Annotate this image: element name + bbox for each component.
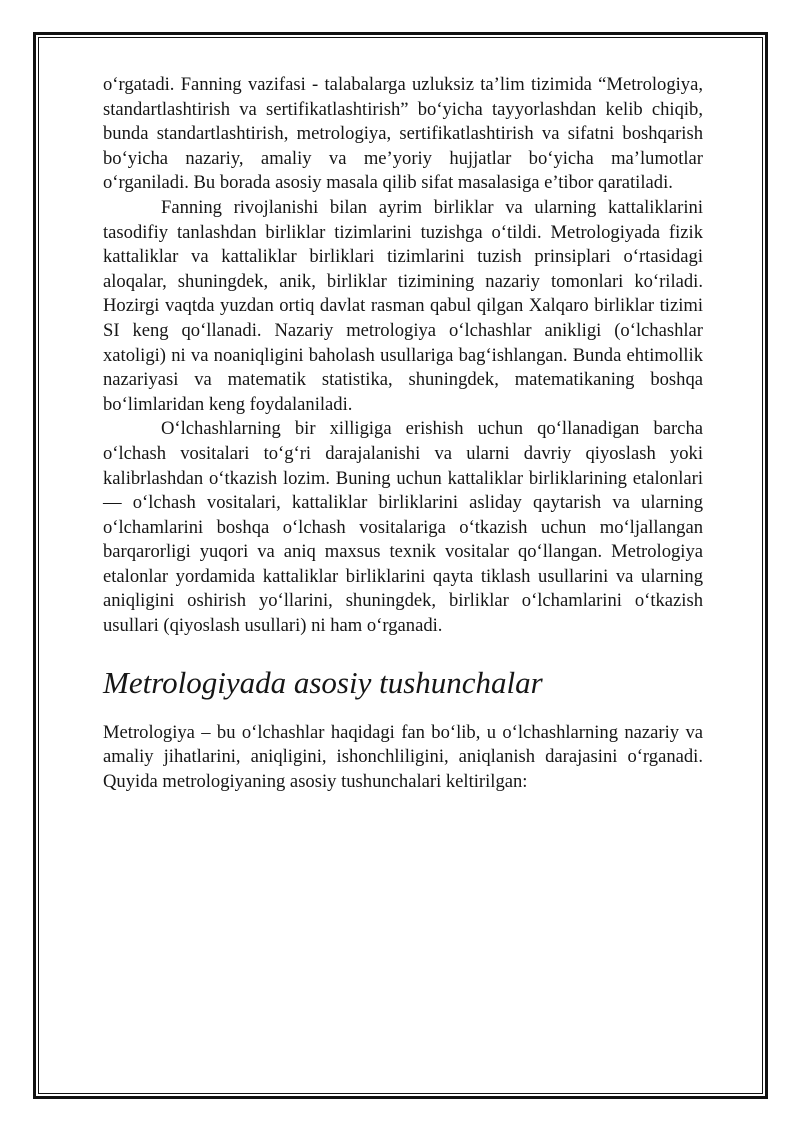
paragraph-definition: Metrologiya – bu o‘lchashlar haqidagi fan bo‘lib, u o‘lchashlarning nazariy va amaliy jihatlarini, aniqligini, ishonchliligini, aniqlanish darajasini o‘rganadi. Quyida metrologiyaning asosiy tushunchalari keltirilgan: (103, 721, 703, 792)
paragraph-intro: o‘rgatadi. Fanning vazifasi - talabalarga uzluksiz ta’lim tizimida “Metrologiya, standartlashtirish va sertifikatlashtirish” bo‘yicha tayyorlashdan kelib chiqib, bunda standartlashtirish, metrologiya, sertifikatlashtirish va sifatni boshqarish bo‘yicha nazariy, amaliy va me’yoriy hujjatlar bo‘yicha ma’lumotlar o‘rganiladi. Bu borada asosiy masala qilib sifat masalasiga e’tibor qaratiladi. (103, 74, 703, 194)
paragraph-development: Fanning rivojlanishi bilan ayrim birliklar va ularning kattaliklarini tasodifiy tanlashdan birliklar tizimlarini tuzishga o‘tildi. Metrologiyada fizik kattaliklar va kattaliklar birliklari tizimlarini tuzish prinsiplari o‘rtasidagi aloqalar, shuningdek, anik, birliklar tizimining nazariy tomonlari ko‘riladi. Hozirgi vaqtda yuzdan ortiq davlat rasman qabul qilgan Xalqaro birliklar tizimi SI keng qo‘llanadi. Nazariy metrologiya o‘lchashlar anikligi (o‘lchashlar xatoligi) ni va noaniqligini baholash usullariga bag‘ishlangan. Bunda ehtimollik nazariyasi va matematik statistika, shuningdek, matematikaning boshqa bo‘limlaridan keng foydalaniladi. (103, 196, 703, 415)
paragraph-measurement-uniformity: O‘lchashlarning bir xilligiga erishish uchun qo‘llanadigan barcha o‘lchash vositalari to‘g‘ri darajalanishi va ularni davriy qiyoslash yoki kalibrlashdan o‘tkazish lozim. Buning uchun kattaliklar birliklarining etalonlari — o‘lchash vositalari, kattaliklar birliklarini asliday qaytarish va ularning o‘lchamlarini boshqa o‘lchash vositalariga o‘tkazish uchun mo‘ljallangan barqarorligi yuqori va aniq maxsus texnik vositalar qo‘llangan. Metrologiya etalonlar yordamida kattaliklar birliklarini qayta tiklash usullarini va ularning aniqligini oshirish yo‘llarini, shuningdek, birliklar o‘lchamlarini o‘tkazish usullari (qiyoslash usullari) ni ham o‘rganadi. (103, 418, 703, 637)
section-heading: Metrologiyada asosiy tushunchalar (103, 664, 543, 700)
page-content (103, 73, 703, 794)
